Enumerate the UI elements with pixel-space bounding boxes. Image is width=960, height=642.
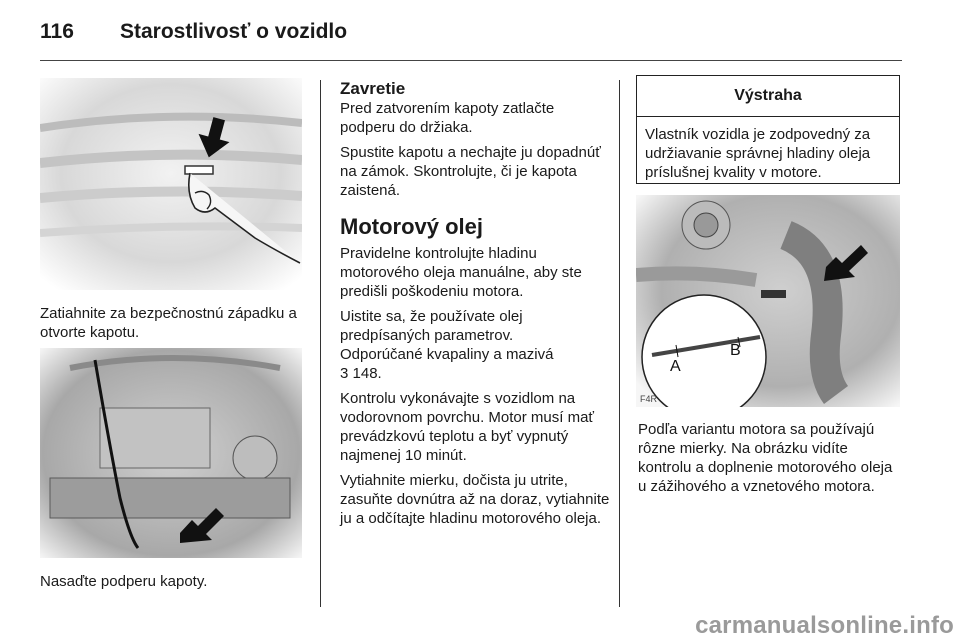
figure-code: F4R — [640, 394, 658, 404]
reference-text: Odporúčané kvapaliny a mazivá — [340, 346, 554, 363]
caption-latch: Zatiahnite za bezpečnostnú západku a otvorte kapotu. — [40, 305, 297, 341]
dipstick-figure — [636, 195, 900, 407]
section-heading-engine-oil: Motorový olej — [340, 214, 484, 239]
warning-box — [636, 75, 900, 184]
caption-support: Nasaďte podperu kapoty. — [40, 573, 208, 590]
paragraph: Pravidelne kontrolujte hladinu motorového oleja manuálne, aby ste predišli poškodeniu motora. — [340, 245, 582, 300]
column-divider-1 — [320, 80, 321, 607]
hood-latch-figure — [40, 78, 302, 290]
closing-and-oil-section — [340, 78, 610, 534]
warning-title: Výstraha — [637, 76, 899, 117]
header-rule — [40, 60, 902, 61]
section-subheading-closing: Zavretie — [340, 79, 406, 98]
paragraph: Vytiahnite mierku, dočista ju utrite, zasuňte dovnútra až na doraz, vytiahnite ju a odčítajte hladinu motorového oleja. — [340, 472, 610, 527]
page-title: Starostlivosť o vozidlo — [120, 20, 348, 43]
page-number: 116 — [40, 20, 74, 43]
hood-support-figure — [40, 348, 302, 558]
dipstick-caption: Podľa variantu motora sa používajú rôzne mierky. Na obrázku vidíte kontrolu a doplnenie motorového oleja u zážihového a vznetového motora. — [638, 421, 893, 495]
paragraph: Pred zatvorením kapoty zatlačte podperu do držiaka. — [340, 100, 555, 136]
page-reference: 3 148. — [340, 365, 382, 382]
column-divider-2 — [619, 80, 620, 607]
label-b: B — [730, 342, 741, 359]
warning-text: Vlastník vozidla je zodpovedný za udržiavanie správnej hladiny oleja príslušnej kvality v motore. — [645, 126, 871, 181]
paragraph: Kontrolu vykonávajte s vozidlom na vodorovnom povrchu. Motor musí mať prevádzkovú teplotu a byť vypnutý najmenej 10 minút. — [340, 390, 595, 464]
paragraph: Spustite kapotu a nechajte ju dopadnúť na zámok. Skontrolujte, či je kapota zaistená. — [340, 144, 601, 199]
label-a: A — [670, 358, 681, 375]
paragraph: Uistite sa, že používate olej predpísaných parametrov. — [340, 308, 523, 344]
watermark: carmanualsonline.info — [695, 612, 954, 639]
